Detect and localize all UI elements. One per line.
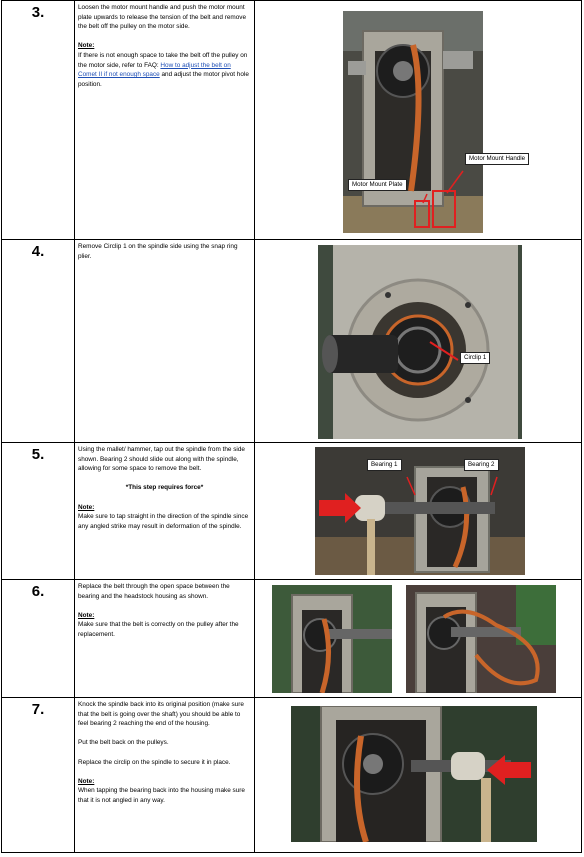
step-number: 4.: [2, 240, 75, 443]
step-photo-cell: [255, 580, 582, 698]
step-text: [75, 443, 255, 580]
note-heading: Note:: [78, 42, 95, 50]
note-heading: Note:: [78, 503, 95, 511]
belt-replace-photo-2: [406, 585, 556, 693]
callout-motor-mount-handle: Motor Mount Handle: [465, 153, 529, 165]
step-photo-cell: [255, 240, 582, 443]
step-photo-cell: [255, 1, 582, 240]
step-instruction: Remove Circlip 1 on the spindle side using the snap ring plier.: [78, 243, 238, 260]
callout-bearing-1: Bearing 1: [367, 459, 402, 471]
step-row-3: [2, 1, 582, 240]
step-instruction: Loosen the motor mount handle and push the motor mount plate upwards to release the tension of the belt and remove the belt off the pulley on the motor side.: [78, 4, 247, 31]
callout-bearing-2: Bearing 2: [464, 459, 499, 471]
force-warning: *This step requires force*: [125, 484, 204, 492]
step-instruction: Put the belt back on the pulleys.: [78, 739, 169, 747]
instruction-table: [1, 0, 582, 853]
note-text: Make sure that the belt is correctly on the pulley after the replacement.: [78, 621, 239, 638]
step-number: 6.: [2, 580, 75, 698]
note-heading: Note:: [78, 777, 95, 785]
note-heading: Note:: [78, 611, 95, 619]
step-number: 3.: [2, 1, 75, 240]
note-text: When tapping the bearing back into the housing make sure that it is not angled in any way.: [78, 787, 245, 804]
note-text: Make sure to tap straight in the direction of the spindle since any angled strike may result in deformation of the spindle.: [78, 513, 249, 530]
faq-link[interactable]: How to adjust the belt on Comet II if not enough space: [78, 61, 231, 79]
step-number: 5.: [2, 443, 75, 580]
step-photo-cell: [255, 698, 582, 853]
step-instruction: Knock the spindle back into its original position (make sure that the belt is going over the shaft) you should be able to feel bearing 2 reaching the end of the housing.: [78, 701, 244, 728]
step-row-7: [2, 698, 582, 853]
step-instruction: Replace the belt through the open space between the bearing and the headstock housing as shown.: [78, 583, 230, 600]
step-photo-cell: [255, 443, 582, 580]
step-instruction: Using the mallet/ hammer, tap out the spindle from the side shown. Bearing 2 should slide out along with the spindle, allowing for some space to remove the belt.: [78, 446, 245, 473]
circlip-photo: [318, 245, 522, 439]
step-row-5: [2, 443, 582, 580]
step-row-4: [2, 240, 582, 443]
callout-circlip-1: Circlip 1: [460, 352, 490, 364]
step-text: [75, 698, 255, 853]
step-text: [75, 240, 255, 443]
step-instruction: Replace the circlip on the spindle to secure it in place.: [78, 758, 231, 766]
belt-replace-photo-1: [272, 585, 392, 693]
headstock-photo: [343, 11, 483, 233]
callout-motor-mount-plate: Motor Mount Plate: [348, 179, 407, 191]
spindle-reinsert-photo: [291, 706, 537, 842]
step-number: 7.: [2, 698, 75, 853]
step-text: [75, 580, 255, 698]
step-text: [75, 1, 255, 240]
note-text: [78, 51, 251, 89]
note-prefix: If there is not enough space to take the belt off the pulley on the motor side, refer to FAQ:: [78, 51, 248, 69]
note-suffix: and adjust the motor pivot hole position.: [78, 71, 249, 88]
step-row-6: [2, 580, 582, 698]
